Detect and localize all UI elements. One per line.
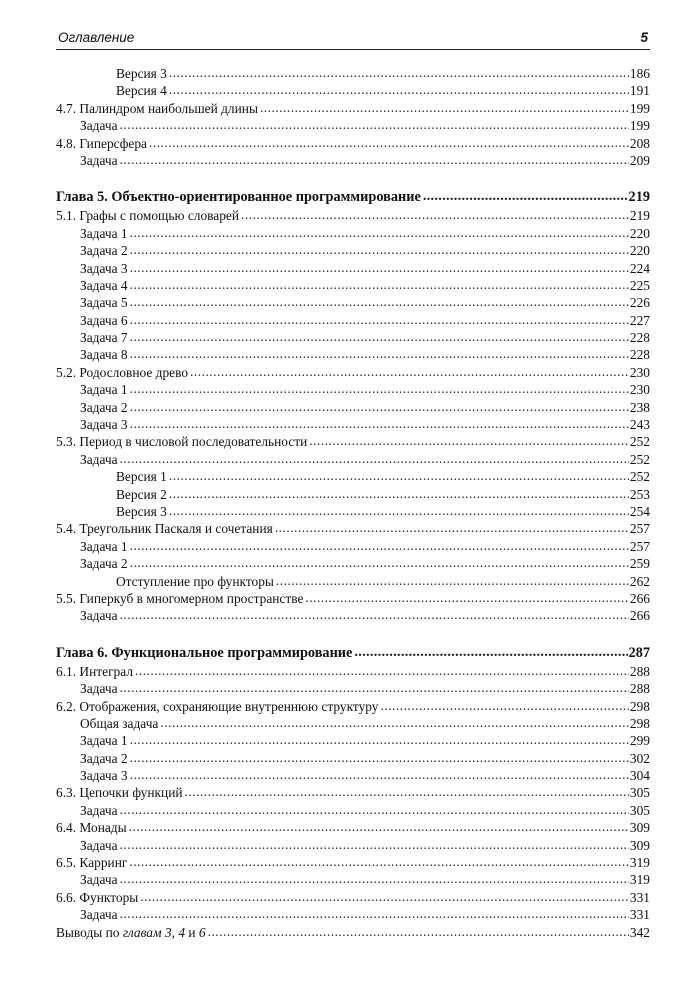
dot-leader bbox=[190, 363, 629, 380]
dot-leader bbox=[380, 697, 628, 714]
toc-entry-page: 228 bbox=[629, 347, 650, 363]
dot-leader bbox=[135, 662, 629, 679]
toc-entry-title: Версия 2 bbox=[116, 486, 167, 502]
running-header-title: Оглавление bbox=[58, 30, 135, 45]
toc-entry bbox=[56, 294, 650, 311]
toc-entry-title: Задача bbox=[80, 872, 118, 888]
dot-leader bbox=[160, 714, 629, 731]
running-header-page-number: 5 bbox=[640, 30, 648, 45]
toc-entry-page: 304 bbox=[629, 768, 650, 784]
dot-leader bbox=[276, 572, 629, 589]
dot-leader bbox=[120, 870, 629, 887]
toc-entry-page: 305 bbox=[629, 785, 650, 801]
toc-entry-page: 199 bbox=[629, 100, 650, 116]
toc-entry-title bbox=[56, 924, 206, 941]
toc-entry bbox=[56, 750, 650, 767]
toc-entry-page: 319 bbox=[629, 872, 650, 888]
toc-entry bbox=[56, 82, 650, 99]
dot-leader bbox=[149, 134, 629, 151]
toc-entry-page: 305 bbox=[629, 802, 650, 818]
toc-entry-page: 257 bbox=[629, 521, 650, 537]
toc-entry-page: 298 bbox=[629, 698, 650, 714]
dot-leader bbox=[120, 905, 629, 922]
toc-entry bbox=[56, 819, 650, 836]
dot-leader bbox=[140, 888, 629, 905]
toc-entry-title: Задача bbox=[80, 907, 118, 923]
toc-entry-page: 191 bbox=[629, 83, 650, 99]
conclusion-separator-1: , bbox=[171, 924, 179, 940]
toc-entry-title: Задача bbox=[80, 837, 118, 853]
dot-leader bbox=[120, 836, 629, 853]
dot-leader bbox=[120, 801, 629, 818]
dot-leader bbox=[305, 589, 628, 606]
toc-entry bbox=[56, 663, 650, 680]
toc-entry bbox=[56, 784, 650, 801]
dot-leader bbox=[354, 642, 627, 662]
toc-entry-page: 219 bbox=[628, 189, 650, 206]
toc-entry bbox=[56, 381, 650, 398]
toc-entry-page: 331 bbox=[629, 889, 650, 905]
toc-entry bbox=[56, 416, 650, 433]
toc-entry bbox=[56, 906, 650, 923]
toc-entry-page: 331 bbox=[629, 907, 650, 923]
dot-leader bbox=[275, 519, 629, 536]
toc-entry-title: Отступление про функторы bbox=[116, 573, 274, 589]
toc-entry-title: Задача 7 bbox=[80, 330, 128, 346]
conclusion-italic-num-2: 4 bbox=[178, 924, 186, 940]
toc-entry-title: Задача 2 bbox=[80, 399, 128, 415]
toc-entry bbox=[56, 732, 650, 749]
conclusion-italic-num-3: 6 bbox=[198, 924, 206, 940]
toc-entry bbox=[56, 767, 650, 784]
dot-leader bbox=[130, 415, 629, 432]
toc-entry bbox=[56, 468, 650, 485]
toc-entry-page: 259 bbox=[629, 556, 650, 572]
toc-entry-title: 6.1. Интеграл bbox=[56, 663, 133, 679]
conclusion-italic-chapters: главам 3 bbox=[122, 924, 172, 940]
toc-entry bbox=[56, 364, 650, 381]
toc-entry-title: Версия 1 bbox=[116, 469, 167, 485]
toc-entry-page: 262 bbox=[629, 573, 650, 589]
toc-entry-title: Версия 3 bbox=[116, 66, 167, 81]
toc-entry bbox=[56, 100, 650, 117]
dot-leader bbox=[130, 259, 629, 276]
toc-entry-title: Задача 1 bbox=[80, 382, 128, 398]
toc-entry-page: 252 bbox=[629, 451, 650, 467]
toc-entry-title: 5.5. Гиперкуб в многомерном пространстве bbox=[56, 590, 304, 606]
toc-entry-page: 225 bbox=[629, 277, 650, 293]
toc-entry bbox=[56, 680, 650, 697]
toc-entry bbox=[56, 152, 650, 169]
toc-entry bbox=[56, 399, 650, 416]
toc-entry-title: Задача 4 bbox=[80, 277, 128, 293]
toc-entry-title: Задача 3 bbox=[80, 260, 128, 276]
dot-leader bbox=[130, 224, 629, 241]
dot-leader bbox=[130, 380, 629, 397]
dot-leader bbox=[130, 328, 629, 345]
toc-entry-title: Глава 5. Объектно-ориентированное программирование bbox=[56, 189, 421, 206]
toc-entry-page: 220 bbox=[629, 243, 650, 259]
toc-entry-title: Глава 6. Функциональное программирование bbox=[56, 644, 353, 661]
toc-entry-page: 252 bbox=[629, 469, 650, 485]
dot-leader bbox=[169, 81, 629, 98]
dot-leader bbox=[129, 818, 629, 835]
dot-leader bbox=[241, 206, 629, 223]
toc-entry bbox=[56, 520, 650, 537]
toc-entry bbox=[56, 225, 650, 242]
dot-leader bbox=[169, 485, 629, 502]
toc-entry-page: 209 bbox=[629, 152, 650, 168]
dot-leader bbox=[130, 345, 629, 362]
dot-leader bbox=[260, 99, 629, 116]
toc-entry bbox=[56, 503, 650, 520]
dot-leader bbox=[120, 450, 629, 467]
toc-entry-page: 309 bbox=[629, 837, 650, 853]
toc-entry-title: Задача 2 bbox=[80, 243, 128, 259]
toc-entry bbox=[56, 277, 650, 294]
dot-leader bbox=[208, 923, 629, 940]
toc-entry-page: 227 bbox=[629, 312, 650, 328]
toc-entry-title: Задача 8 bbox=[80, 347, 128, 363]
toc-entry-page: 238 bbox=[629, 399, 650, 415]
toc-entry-title: Задача 2 bbox=[80, 556, 128, 572]
dot-leader bbox=[120, 116, 629, 133]
toc-entry-title: Задача bbox=[80, 681, 118, 697]
dot-leader bbox=[130, 398, 629, 415]
toc-entry bbox=[56, 573, 650, 590]
toc-entry bbox=[56, 312, 650, 329]
toc-entry bbox=[56, 538, 650, 555]
toc-entry bbox=[56, 854, 650, 871]
toc-entry-page: 252 bbox=[629, 434, 650, 450]
toc-entry-title: Задача bbox=[80, 152, 118, 168]
toc-entry-title: Задача 1 bbox=[80, 538, 128, 554]
toc-entry-title: 5.2. Родословное древо bbox=[56, 364, 189, 380]
toc-entry-title: 5.3. Период в числовой последовательности bbox=[56, 434, 308, 450]
toc-entry-title: 6.3. Цепочки функций bbox=[56, 785, 183, 801]
conclusion-prefix: Выводы по bbox=[56, 924, 123, 940]
dot-leader bbox=[185, 783, 629, 800]
toc-entry-title: Задача 2 bbox=[80, 750, 128, 766]
table-of-contents bbox=[56, 65, 650, 941]
dot-leader bbox=[130, 731, 629, 748]
toc-entry-page: 299 bbox=[629, 733, 650, 749]
toc-entry bbox=[56, 889, 650, 906]
toc-entry-conclusion bbox=[56, 924, 650, 941]
dot-leader bbox=[130, 276, 629, 293]
toc-entry-page: 254 bbox=[629, 503, 650, 519]
dot-leader bbox=[120, 606, 629, 623]
dot-leader bbox=[120, 151, 629, 168]
toc-entry-page: 208 bbox=[629, 135, 650, 151]
toc-entry-title: Задача 3 bbox=[80, 417, 128, 433]
toc-entry bbox=[56, 329, 650, 346]
toc-entry-title: Задача 3 bbox=[80, 768, 128, 784]
toc-entry bbox=[56, 451, 650, 468]
toc-entry-title: 6.5. Карринг bbox=[56, 855, 128, 871]
toc-entry-page: 219 bbox=[629, 208, 650, 224]
toc-entry bbox=[56, 837, 650, 854]
toc-entry bbox=[56, 871, 650, 888]
toc-entry bbox=[56, 433, 650, 450]
toc-entry-page: 199 bbox=[629, 118, 650, 134]
header-rule bbox=[56, 49, 650, 50]
toc-entry-title: 6.6. Функторы bbox=[56, 889, 139, 905]
toc-entry-page: 309 bbox=[629, 820, 650, 836]
toc-entry-page: 266 bbox=[629, 608, 650, 624]
toc-entry-page: 342 bbox=[629, 924, 650, 940]
toc-entry bbox=[56, 590, 650, 607]
toc-entry bbox=[56, 346, 650, 363]
toc-entry-title: Задача bbox=[80, 608, 118, 624]
dot-leader bbox=[130, 537, 629, 554]
toc-entry bbox=[56, 486, 650, 503]
dot-leader bbox=[169, 467, 629, 484]
toc-entry-title: 5.4. Треугольник Паскаля и сочетания bbox=[56, 521, 273, 537]
toc-entry-page: 226 bbox=[629, 295, 650, 311]
chapter-spacer bbox=[56, 625, 650, 643]
dot-leader bbox=[130, 293, 629, 310]
toc-entry bbox=[56, 207, 650, 224]
toc-entry-title: Задача bbox=[80, 451, 118, 467]
running-header bbox=[56, 30, 650, 48]
toc-entry-title: 4.7. Палиндром наибольшей длины bbox=[56, 100, 258, 116]
toc-entry-title: Задача bbox=[80, 118, 118, 134]
toc-chapter-entry bbox=[56, 643, 650, 663]
toc-entry-title: Общая задача bbox=[80, 715, 159, 731]
toc-entry bbox=[56, 260, 650, 277]
dot-leader bbox=[169, 502, 629, 519]
toc-entry-title: Задача 5 bbox=[80, 295, 128, 311]
toc-entry-title: 5.1. Графы с помощью словарей bbox=[56, 208, 240, 224]
toc-entry-page: 288 bbox=[629, 681, 650, 697]
toc-entry-title: Задача 6 bbox=[80, 312, 128, 328]
toc-entry-title: Версия 3 bbox=[116, 503, 167, 519]
toc-entry-title: 6.2. Отображения, сохраняющие внутреннюю структуру bbox=[56, 698, 379, 714]
toc-entry bbox=[56, 242, 650, 259]
toc-entry-title: Задача bbox=[80, 802, 118, 818]
toc-entry bbox=[56, 715, 650, 732]
toc-entry bbox=[56, 117, 650, 134]
dot-leader bbox=[169, 64, 629, 81]
toc-entry-page: 319 bbox=[629, 855, 650, 871]
toc-entry-page: 228 bbox=[629, 330, 650, 346]
toc-entry bbox=[56, 607, 650, 624]
toc-entry-page: 257 bbox=[629, 538, 650, 554]
toc-entry-page: 224 bbox=[629, 260, 650, 276]
chapter-spacer bbox=[56, 169, 650, 187]
toc-entry-title: 6.4. Монады bbox=[56, 820, 127, 836]
toc-entry bbox=[56, 555, 650, 572]
dot-leader bbox=[423, 186, 628, 206]
toc-entry-page: 230 bbox=[629, 364, 650, 380]
toc-chapter-entry bbox=[56, 187, 650, 207]
toc-entry-page: 186 bbox=[629, 66, 650, 81]
toc-entry bbox=[56, 698, 650, 715]
toc-entry-page: 266 bbox=[629, 590, 650, 606]
toc-entry-page: 287 bbox=[628, 644, 650, 661]
toc-entry-page: 288 bbox=[629, 663, 650, 679]
toc-entry bbox=[56, 802, 650, 819]
dot-leader bbox=[120, 679, 629, 696]
toc-entry-page: 230 bbox=[629, 382, 650, 398]
toc-entry-page: 298 bbox=[629, 715, 650, 731]
conclusion-separator-2: и bbox=[185, 924, 199, 940]
toc-entry-title: 4.8. Гиперсфера bbox=[56, 135, 148, 151]
dot-leader bbox=[130, 554, 629, 571]
dot-leader bbox=[130, 766, 629, 783]
toc-entry bbox=[56, 65, 650, 82]
toc-entry-title: Задача 1 bbox=[80, 733, 128, 749]
toc-entry-title: Задача 1 bbox=[80, 225, 128, 241]
toc-entry-title: Версия 4 bbox=[116, 83, 167, 99]
dot-leader bbox=[309, 432, 629, 449]
toc-entry-page: 243 bbox=[629, 417, 650, 433]
toc-entry-page: 220 bbox=[629, 225, 650, 241]
toc-entry bbox=[56, 135, 650, 152]
dot-leader bbox=[130, 311, 629, 328]
dot-leader bbox=[130, 241, 629, 258]
toc-entry-page: 302 bbox=[629, 750, 650, 766]
dot-leader bbox=[129, 853, 629, 870]
toc-entry-page: 253 bbox=[629, 486, 650, 502]
dot-leader bbox=[130, 749, 629, 766]
